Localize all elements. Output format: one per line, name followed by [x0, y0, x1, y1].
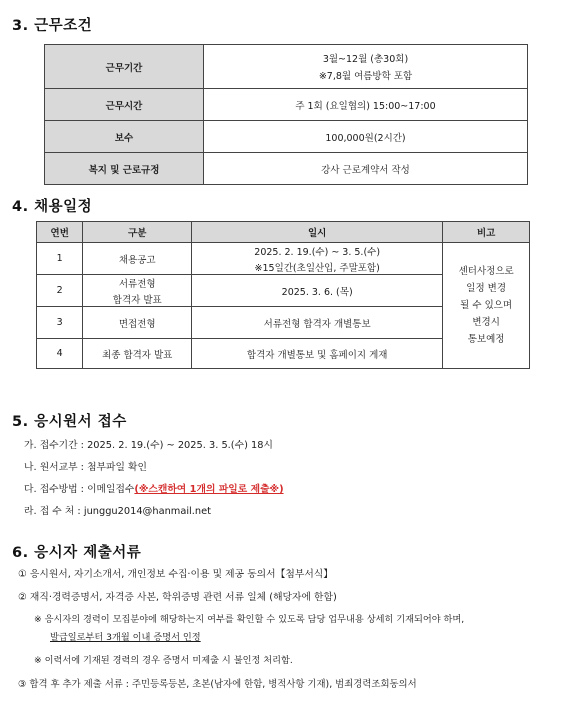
table-row — [45, 153, 528, 185]
row-value — [204, 45, 528, 89]
section-6-title: 6. 응시자 제출서류 — [12, 545, 142, 561]
cell-no: 4 — [37, 339, 83, 369]
method-warning: (※스캔하여 1개의 파일로 제출※) — [134, 484, 284, 495]
method-text: 다. 접수방법 : 이메일접수 — [24, 484, 135, 495]
submission-email: 라. 접 수 처 : junggu2014@hanmail.net — [24, 506, 211, 517]
row-value: 주 1회 (요일협의) 15:00~17:00 — [204, 89, 528, 121]
schedule-table — [36, 221, 530, 369]
career-note-validity: 발급일로부터 3개월 이내 증명서 인정 — [50, 632, 201, 643]
category-line: 서류전형 — [118, 278, 156, 290]
career-note: ※ 응시자의 경력이 모집분야에 해당하는지 여부를 확인할 수 있도록 담당 업무내용 상세히 기재되어야 하며, — [34, 614, 465, 625]
date-line: ※15일간(초일산입, 주말포함) — [254, 262, 380, 274]
row-label: 근무시간 — [45, 89, 204, 121]
resume-note: ※ 이력서에 기재된 경력의 경우 증명서 미제출 시 불인정 처리함. — [34, 655, 293, 666]
section-3-title: 3. 근무조건 — [12, 18, 93, 34]
cell-no: 1 — [37, 243, 83, 275]
table-row — [45, 89, 528, 121]
cell-date — [192, 243, 443, 275]
header-category: 구분 — [83, 222, 192, 243]
additional-docs: ③ 합격 후 추가 제출 서류 : 주민등록등본, 초본(남자에 한함, 병적사항 기재), 범죄경력조회동의서 — [18, 679, 417, 690]
section-5-title: 5. 응시원서 접수 — [12, 414, 127, 430]
work-conditions-table — [44, 44, 528, 185]
required-doc-1: ① 응시원서, 자기소개서, 개인정보 수집·이용 및 제공 동의서【첨부서식】 — [18, 569, 334, 580]
header-date: 일시 — [192, 222, 443, 243]
category-line: 합격자 발표 — [112, 294, 162, 306]
table-row — [45, 45, 528, 89]
note-line: 변경시 — [472, 317, 500, 328]
note-line: 센터사정으로 — [458, 266, 514, 277]
note-line: 일정 변경 — [466, 283, 506, 294]
row-label: 복지 및 근로규정 — [45, 153, 204, 185]
cell-category: 채용공고 — [83, 243, 192, 275]
row-label: 근무기간 — [45, 45, 204, 89]
value-line: ※7,8월 여름방학 포함 — [318, 71, 413, 82]
section-4-title: 4. 채용일정 — [12, 199, 93, 215]
form-distribution: 나. 원서교부 : 첨부파일 확인 — [24, 462, 147, 473]
note-line: 통보예정 — [467, 334, 505, 345]
submission-method — [24, 481, 284, 495]
table-header-row — [37, 222, 530, 243]
cell-category — [83, 275, 192, 307]
row-value: 강사 근로계약서 작성 — [204, 153, 528, 185]
cell-no: 2 — [37, 275, 83, 307]
cell-date: 합격자 개별통보 및 홈페이지 게재 — [192, 339, 443, 369]
cell-no: 3 — [37, 307, 83, 339]
header-no: 연번 — [37, 222, 83, 243]
header-note: 비고 — [443, 222, 530, 243]
required-doc-2: ② 재직·경력증명서, 자격증 사본, 학위증명 관련 서류 일체 (해당자에 한함) — [18, 592, 337, 603]
cell-category: 면접전형 — [83, 307, 192, 339]
value-line: 3월~12월 (총30회) — [322, 54, 409, 65]
table-row — [37, 243, 530, 275]
note-line: 될 수 있으며 — [460, 300, 513, 311]
cell-date: 서류전형 합격자 개별통보 — [192, 307, 443, 339]
cell-date: 2025. 3. 6. (목) — [192, 275, 443, 307]
row-value: 100,000원(2시간) — [204, 121, 528, 153]
application-period: 가. 접수기간 : 2025. 2. 19.(수) ~ 2025. 3. 5.(수) 18시 — [24, 440, 273, 451]
date-line: 2025. 2. 19.(수) ~ 3. 5.(수) — [254, 246, 381, 258]
cell-note — [443, 243, 530, 369]
cell-category: 최종 합격자 발표 — [83, 339, 192, 369]
row-label: 보수 — [45, 121, 204, 153]
table-row — [45, 121, 528, 153]
